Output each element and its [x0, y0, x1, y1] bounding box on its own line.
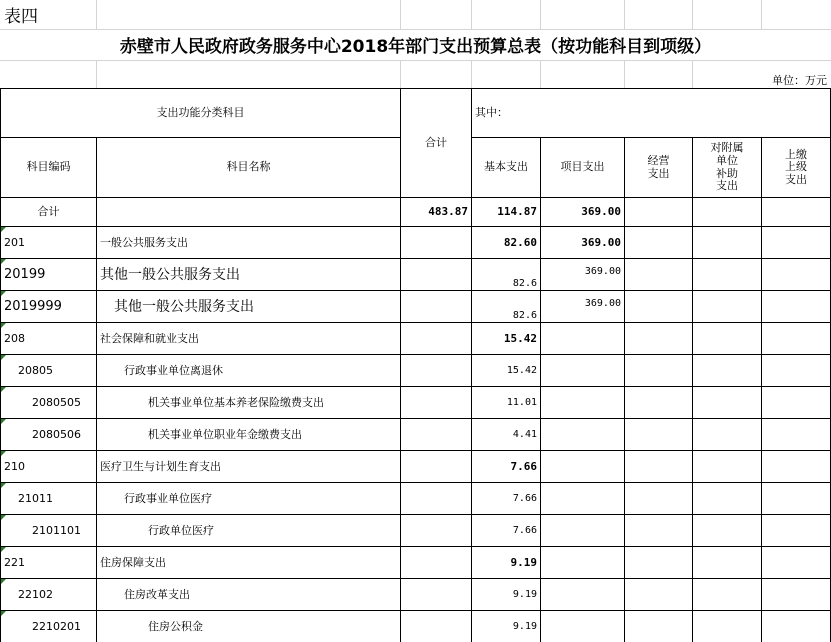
- header-name: [96, 137, 401, 198]
- cell-text-code: 21011: [18, 491, 53, 505]
- cell-text-basic: 7.66: [510, 459, 537, 473]
- table-cell-operating[interactable]: [624, 226, 693, 260]
- table-cell-subsidy[interactable]: [692, 514, 762, 548]
- table-cell-subsidy[interactable]: [692, 610, 762, 642]
- cell-text-name: 医疗卫生与计划生育支出: [100, 459, 221, 473]
- table-cell-remit[interactable]: [761, 546, 831, 580]
- cell-text-name: 其他一般公共服务支出: [114, 298, 254, 315]
- table-cell-total[interactable]: [400, 450, 472, 484]
- gridline: [624, 0, 625, 29]
- cell-text-name: 住房保障支出: [100, 555, 166, 569]
- header-project: [540, 137, 625, 198]
- table-cell-total[interactable]: [400, 290, 472, 324]
- table-cell-basic[interactable]: [471, 197, 541, 228]
- table-cell-subsidy[interactable]: [692, 578, 762, 612]
- table-cell-name[interactable]: [96, 546, 401, 580]
- cell-text-basic: 114.87: [497, 205, 537, 219]
- header-code-text: 科目编码: [26, 160, 71, 174]
- table-cell-remit[interactable]: [761, 226, 831, 260]
- unit-label: 单位：万元: [772, 74, 827, 87]
- table-cell-basic[interactable]: [471, 226, 541, 260]
- table-cell-remit[interactable]: [761, 610, 831, 642]
- table-cell-subsidy[interactable]: [692, 354, 762, 388]
- gridline: [471, 0, 472, 29]
- table-cell-remit[interactable]: [761, 482, 831, 516]
- header-among-text: 其中：: [475, 105, 508, 119]
- table-cell-code[interactable]: [0, 226, 97, 260]
- table-cell-operating[interactable]: [624, 514, 693, 548]
- table-cell-project[interactable]: [540, 482, 625, 516]
- table-cell-project[interactable]: [540, 354, 625, 388]
- table-cell-project[interactable]: [540, 258, 625, 292]
- table-cell-basic[interactable]: [471, 546, 541, 580]
- cell-flag-icon: [1, 323, 6, 328]
- table-cell-project[interactable]: [540, 578, 625, 612]
- gridline: [400, 60, 401, 88]
- table-cell-total[interactable]: [400, 354, 472, 388]
- cell-flag-icon: [1, 259, 6, 264]
- table-cell-code[interactable]: [0, 578, 97, 612]
- table-cell-code[interactable]: [0, 482, 97, 516]
- header-total-text: 合计: [425, 135, 447, 149]
- table-cell-subsidy[interactable]: [692, 290, 762, 324]
- cell-text-project: 369.00: [581, 205, 621, 219]
- header-basic: [471, 137, 541, 198]
- table-cell-name[interactable]: [96, 258, 401, 292]
- cell-text-name: 机关事业单位职业年金缴费支出: [148, 427, 302, 441]
- cell-flag-icon: [1, 291, 6, 296]
- cell-text-basic: 82.60: [503, 235, 537, 249]
- table-cell-basic[interactable]: [471, 450, 541, 484]
- table-cell-remit[interactable]: [761, 386, 831, 420]
- table-cell-name[interactable]: [96, 226, 401, 260]
- table-cell-name[interactable]: [96, 578, 401, 612]
- cell-text-project: 369.00: [584, 266, 621, 277]
- header-subsidy-line: 单位: [716, 153, 738, 167]
- cell-text-name: 住房公积金: [148, 619, 203, 633]
- cell-text-basic: 9.19: [512, 589, 537, 601]
- gridline: [624, 60, 625, 88]
- cell-text-project: 369.00: [581, 235, 621, 249]
- cell-text-code: 201: [4, 235, 25, 249]
- header-total: [400, 88, 472, 198]
- sheet-title: 赤壁市人民政府政务服务中心2018年部门支出预算总表（按功能科目到项级）: [119, 37, 712, 57]
- table-cell-basic[interactable]: [471, 482, 541, 516]
- cell-text-basic: 15.42: [506, 365, 537, 377]
- table-cell-total[interactable]: [400, 197, 472, 228]
- gridline: [471, 60, 472, 88]
- table-cell-remit[interactable]: [761, 418, 831, 452]
- cell-text-name: 一般公共服务支出: [100, 235, 188, 249]
- header-operating-line: 支出: [647, 166, 670, 180]
- table-cell-basic[interactable]: [471, 386, 541, 420]
- cell-text-name: 行政事业单位医疗: [124, 491, 212, 505]
- table-cell-basic[interactable]: [471, 354, 541, 388]
- table-cell-operating[interactable]: [624, 482, 693, 516]
- cell-text-code: 20805: [18, 363, 53, 377]
- gridline: [0, 60, 831, 61]
- table-cell-operating[interactable]: [624, 290, 693, 324]
- table-cell-operating[interactable]: [624, 578, 693, 612]
- table-cell-subsidy[interactable]: [692, 418, 762, 452]
- cell-text-basic: 82.6: [512, 277, 537, 289]
- table-cell-remit[interactable]: [761, 354, 831, 388]
- header-operating: [624, 137, 693, 198]
- table-cell-code[interactable]: [0, 290, 97, 324]
- table-cell-name[interactable]: [96, 482, 401, 516]
- gridline: [692, 0, 693, 29]
- table-cell-code[interactable]: [0, 546, 97, 580]
- cell-flag-icon: [1, 483, 6, 488]
- table-cell-name[interactable]: [96, 514, 401, 548]
- cell-text-code: 2080506: [32, 427, 81, 441]
- cell-flag-icon: [1, 611, 6, 616]
- table-cell-total[interactable]: [400, 482, 472, 516]
- table-cell-project[interactable]: [540, 418, 625, 452]
- table-cell-project[interactable]: [540, 514, 625, 548]
- cell-text-code: 210: [4, 459, 25, 473]
- header-subsidy-line: 支出: [716, 179, 738, 193]
- gridline: [761, 0, 762, 29]
- table-cell-name[interactable]: [96, 418, 401, 452]
- table-cell-remit[interactable]: [761, 450, 831, 484]
- table-cell-basic[interactable]: [471, 610, 541, 642]
- cell-text-name: 行政事业单位离退休: [124, 363, 223, 377]
- cell-text-code: 合计: [37, 205, 60, 219]
- table-cell-basic[interactable]: [471, 290, 541, 324]
- cell-text-basic: 7.66: [512, 525, 537, 537]
- header-project-text: 项目支出: [560, 160, 605, 174]
- table-cell-project[interactable]: [540, 290, 625, 324]
- cell-text-code: 22102: [18, 587, 53, 601]
- cell-flag-icon: [1, 355, 6, 360]
- table-cell-project[interactable]: [540, 197, 625, 228]
- header-subsidy-line: 补助: [716, 166, 738, 180]
- cell-text-code: 2101101: [32, 523, 81, 537]
- cell-text-code: 221: [4, 555, 25, 569]
- cell-text-name: 机关事业单位基本养老保险缴费支出: [148, 395, 324, 409]
- table-cell-total[interactable]: [400, 514, 472, 548]
- cell-text-project: 369.00: [584, 298, 621, 309]
- table-cell-subsidy[interactable]: [692, 226, 762, 260]
- cell-text-total: 483.87: [428, 205, 468, 219]
- cell-flag-icon: [1, 547, 6, 552]
- table-cell-operating[interactable]: [624, 386, 693, 420]
- table-cell-basic[interactable]: [471, 578, 541, 612]
- table-cell-operating[interactable]: [624, 322, 693, 356]
- header-name-text: 科目名称: [226, 160, 271, 174]
- table-cell-remit[interactable]: [761, 514, 831, 548]
- table-cell-remit[interactable]: [761, 290, 831, 324]
- cell-text-name: 其他一般公共服务支出: [100, 266, 240, 283]
- table-cell-code[interactable]: [0, 514, 97, 548]
- table-cell-operating[interactable]: [624, 258, 693, 292]
- cell-text-code: 2210201: [32, 619, 81, 633]
- table-cell-total[interactable]: [400, 226, 472, 260]
- cell-flag-icon: [1, 419, 6, 424]
- table-cell-total[interactable]: [400, 610, 472, 642]
- gridline: [540, 60, 541, 88]
- cell-flag-icon: [1, 515, 6, 520]
- table-cell-total[interactable]: [400, 546, 472, 580]
- cell-flag-icon: [1, 579, 6, 584]
- gridline: [96, 60, 97, 88]
- table-cell-operating[interactable]: [624, 546, 693, 580]
- header-among: [471, 88, 831, 138]
- header-remit: [761, 137, 831, 198]
- table-cell-name[interactable]: [96, 610, 401, 642]
- table-cell-project[interactable]: [540, 226, 625, 260]
- table-cell-basic[interactable]: [471, 514, 541, 548]
- table-cell-subsidy[interactable]: [692, 386, 762, 420]
- table-cell-code[interactable]: [0, 418, 97, 452]
- header-operating-line: 经营: [647, 153, 670, 167]
- table-cell-code[interactable]: [0, 197, 97, 228]
- table-cell-operating[interactable]: [624, 610, 693, 642]
- table-cell-basic[interactable]: [471, 418, 541, 452]
- table-cell-name[interactable]: [96, 290, 401, 324]
- cell-flag-icon: [1, 387, 6, 392]
- cell-flag-icon: [1, 451, 6, 456]
- table-cell-subsidy[interactable]: [692, 450, 762, 484]
- cell-text-basic: 11.01: [506, 397, 537, 409]
- table-cell-code[interactable]: [0, 354, 97, 388]
- gridline: [400, 0, 401, 29]
- table-cell-basic[interactable]: [471, 258, 541, 292]
- table-cell-subsidy[interactable]: [692, 197, 762, 228]
- cell-text-name: 行政单位医疗: [148, 523, 214, 537]
- table-cell-project[interactable]: [540, 610, 625, 642]
- table-cell-code[interactable]: [0, 322, 97, 356]
- cell-text-basic: 15.42: [503, 331, 537, 345]
- table-cell-name[interactable]: [96, 354, 401, 388]
- cell-text-basic: 4.41: [512, 429, 537, 441]
- header-remit-line: 支出: [785, 172, 807, 186]
- table-cell-total[interactable]: [400, 258, 472, 292]
- table-cell-remit[interactable]: [761, 322, 831, 356]
- table-cell-project[interactable]: [540, 322, 625, 356]
- cell-text-code: 20199: [4, 266, 46, 282]
- table-cell-remit[interactable]: [761, 197, 831, 228]
- cell-text-basic: 9.19: [510, 555, 537, 569]
- table-cell-total[interactable]: [400, 418, 472, 452]
- table-cell-project[interactable]: [540, 386, 625, 420]
- gridline: [692, 60, 693, 88]
- table-cell-subsidy[interactable]: [692, 322, 762, 356]
- header-category-text: 支出功能分类科目: [156, 105, 245, 119]
- table-cell-total[interactable]: [400, 578, 472, 612]
- header-subsidy-line: 对附属: [710, 141, 744, 155]
- table-cell-operating[interactable]: [624, 197, 693, 228]
- gridline: [96, 0, 97, 29]
- table-cell-name[interactable]: [96, 322, 401, 356]
- table-cell-code[interactable]: [0, 258, 97, 292]
- table-cell-name[interactable]: [96, 386, 401, 420]
- table-cell-operating[interactable]: [624, 418, 693, 452]
- table-cell-remit[interactable]: [761, 258, 831, 292]
- cell-text-basic: 7.66: [512, 493, 537, 505]
- table-cell-total[interactable]: [400, 386, 472, 420]
- table-cell-basic[interactable]: [471, 322, 541, 356]
- cell-text-code: 208: [4, 331, 25, 345]
- cell-text-code: 2080505: [32, 395, 81, 409]
- table-cell-remit[interactable]: [761, 578, 831, 612]
- header-category: [0, 88, 401, 138]
- header-remit-line: 上缴: [785, 147, 807, 161]
- cell-text-basic: 82.6: [512, 309, 537, 321]
- table-cell-project[interactable]: [540, 546, 625, 580]
- header-subsidy: [692, 137, 762, 198]
- table-cell-operating[interactable]: [624, 354, 693, 388]
- header-code: [0, 137, 97, 198]
- gridline: [540, 0, 541, 29]
- table-cell-code[interactable]: [0, 450, 97, 484]
- cell-text-name: 住房改革支出: [124, 587, 190, 601]
- table-cell-operating[interactable]: [624, 450, 693, 484]
- sheet-label: 表四: [4, 7, 38, 27]
- cell-flag-icon: [1, 227, 6, 232]
- header-basic-text: 基本支出: [484, 160, 528, 174]
- table-cell-project[interactable]: [540, 450, 625, 484]
- cell-text-basic: 9.19: [512, 621, 537, 633]
- table-cell-code[interactable]: [0, 610, 97, 642]
- table-cell-name[interactable]: [96, 197, 401, 228]
- table-cell-name[interactable]: [96, 450, 401, 484]
- header-remit-line: 上级: [785, 160, 807, 174]
- table-cell-subsidy[interactable]: [692, 482, 762, 516]
- table-cell-subsidy[interactable]: [692, 546, 762, 580]
- cell-text-name: 社会保障和就业支出: [100, 331, 199, 345]
- table-cell-total[interactable]: [400, 322, 472, 356]
- cell-text-code: 2019999: [4, 298, 62, 314]
- table-cell-subsidy[interactable]: [692, 258, 762, 292]
- table-cell-code[interactable]: [0, 386, 97, 420]
